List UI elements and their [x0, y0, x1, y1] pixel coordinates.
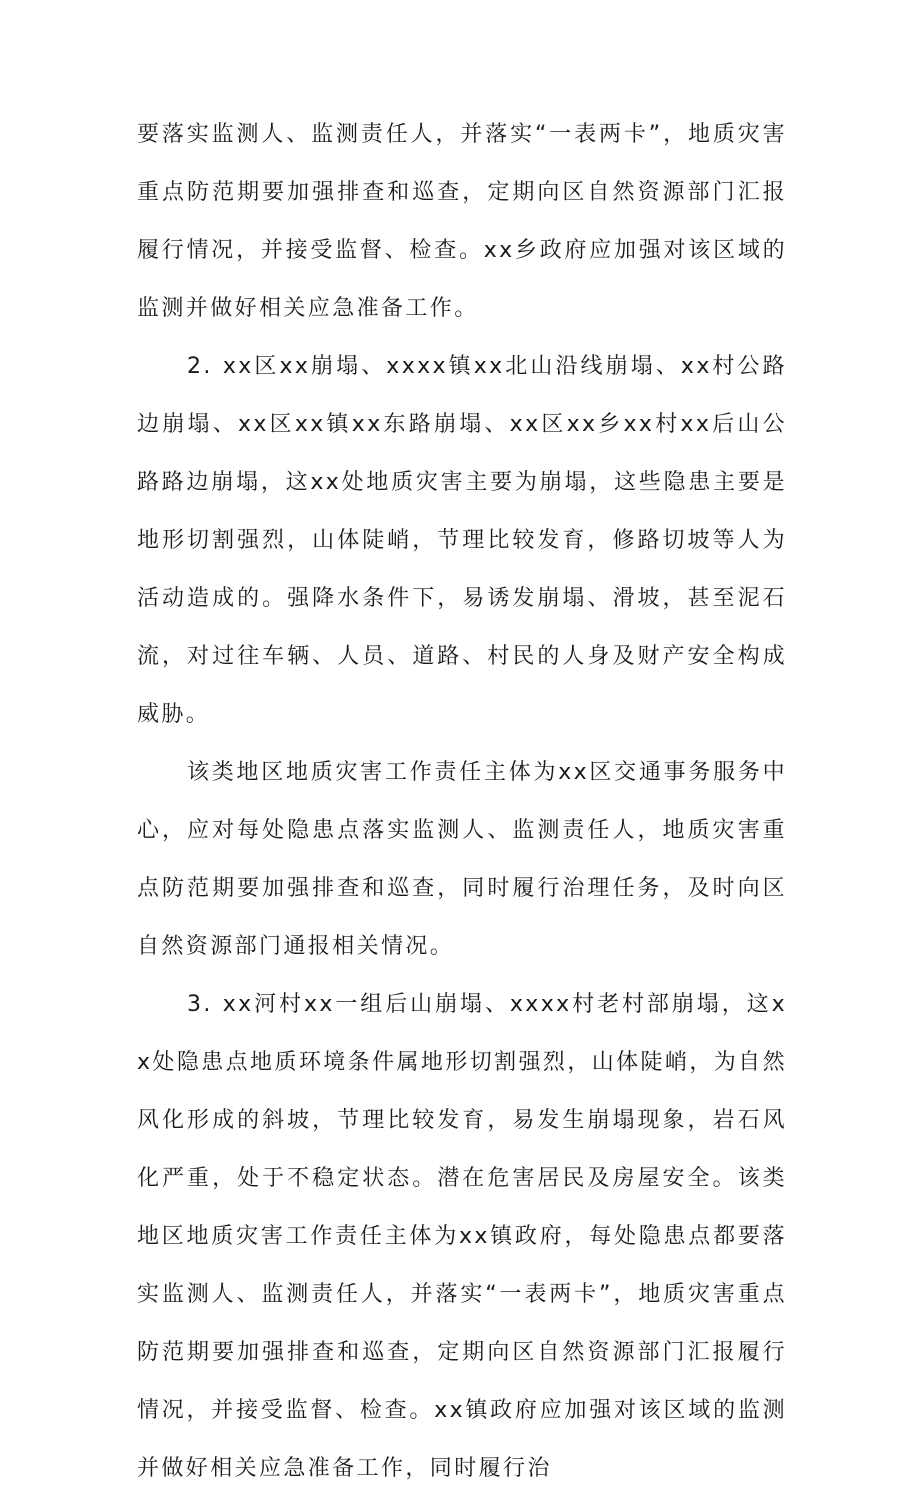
paragraph-continuation: 要落实监测人、监测责任人，并落实“一表两卡”，地质灾害重点防范期要加强排查和巡查，定期向区自然资源部门汇报履行情况，并接受监督、检查。xx乡政府应加强对该区域的监测并做好相关应急准备工作。 — [137, 122, 787, 321]
paragraph-responsibility: 该类地区地质灾害工作责任主体为xx区交通事务服务中心，应对每处隐患点落实监测人、监测责任人，地质灾害重点防范期要加强排查和巡查，同时履行治理任务，及时向区自然资源部门通报相关情况。 — [137, 760, 787, 959]
paragraph-item-3: 3. xx河村xx一组后山崩塌、xxxx村老村部崩塌，这xx处隐患点地质环境条件属地形切割强烈，山体陡峭，为自然风化形成的斜坡，节理比较发育，易发生崩塌现象，岩石风化严重，处于不稳定状态。潜在危害居民及房屋安全。该类地区地质灾害工作责任主体为xx镇政府，每处隐患点都要落实监测人、监测责任人，并落实“一表两卡”，地质灾害重点防范期要加强排查和巡查，定期向区自然资源部门汇报履行情况，并接受监督、检查。xx镇政府应加强对该区域的监测并做好相关应急准备工作，同时履行治 — [137, 992, 787, 1481]
document-body — [137, 106, 787, 1498]
paragraph-item-2: 2. xx区xx崩塌、xxxx镇xx北山沿线崩塌、xx村公路边崩塌、xx区xx镇xx东路崩塌、xx区xx乡xx村xx后山公路路边崩塌，这xx处地质灾害主要为崩塌，这些隐患主要是地形切割强烈，山体陡峭，节理比较发育，修路切坡等人为活动造成的。强降水条件下，易诱发崩塌、滑坡，甚至泥石流，对过往车辆、人员、道路、村民的人身及财产安全构成威胁。 — [137, 354, 787, 727]
